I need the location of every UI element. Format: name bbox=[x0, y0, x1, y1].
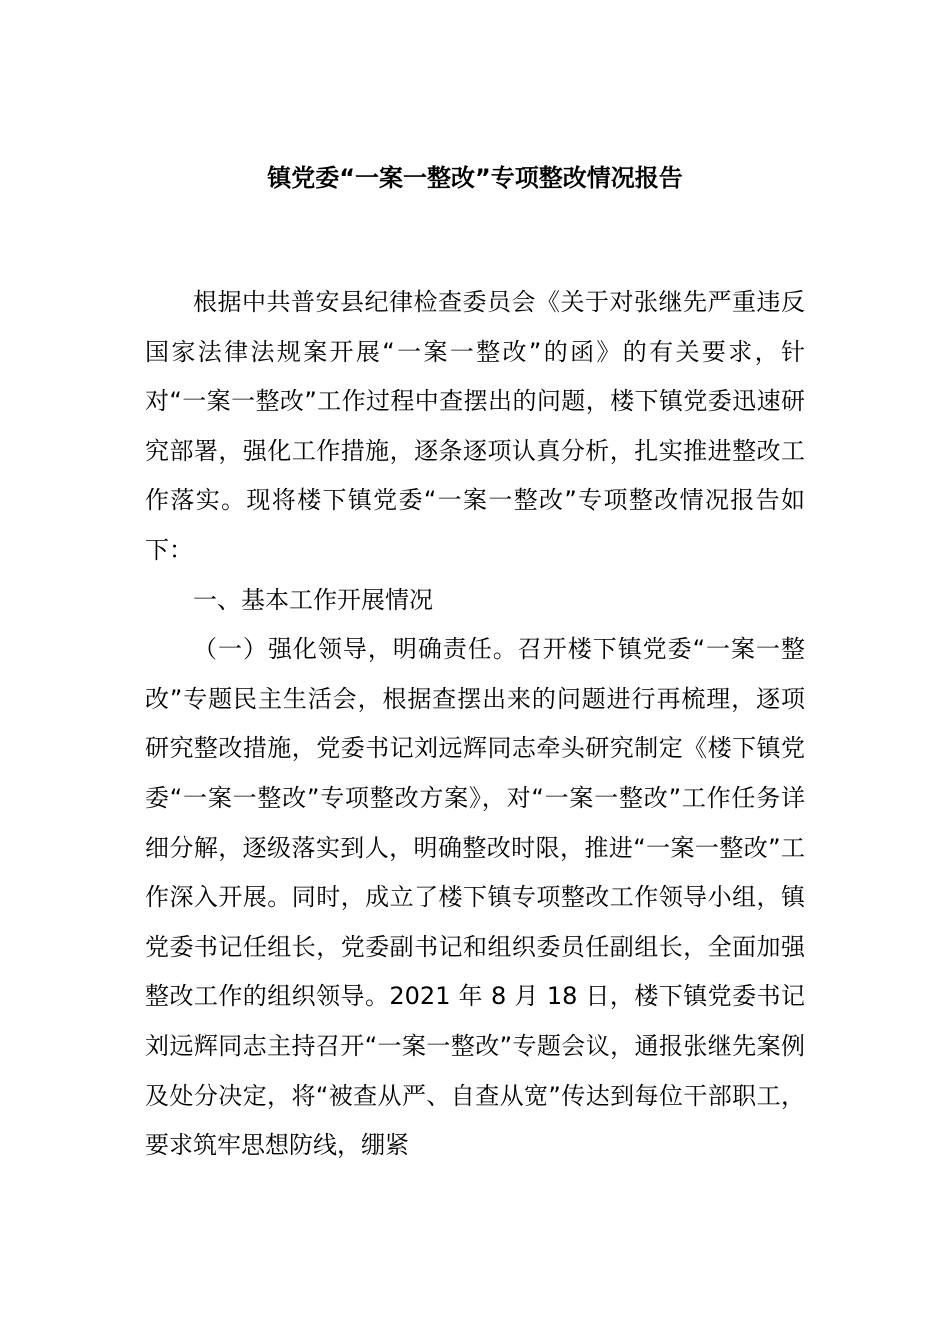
intro-paragraph: 根据中共普安县纪律检查委员会《关于对张继先严重违反国家法律法规案开展“一案一整改”的函》的有关要求，针对“一案一整改”工作过程中查摆出的问题，楼下镇党委迅速研究部署，强化工作措施，逐条逐项认真分析，扎实推进整改工作落实。现将楼下镇党委“一案一整改”专项整改情况报告如下： bbox=[145, 288, 805, 564]
section-heading: 一、基本工作开展情况 bbox=[193, 585, 433, 614]
document-body bbox=[145, 278, 805, 1171]
subsection-paragraph: （一）强化领导，明确责任。召开楼下镇党委“一案一整改”专题民主生活会，根据查摆出来的问题进行再梳理，逐项研究整改措施，党委书记刘远辉同志牵头研究制定《楼下镇党委“一案一整改”专项整改方案》，对“一案一整改”工作任务详细分解，逐级落实到人，明确整改时限，推进“一案一整改”工作深入开展。同时，成立了楼下镇专项整改工作领导小组，镇党委书记任组长，党委副书记和组织委员任副组长，全面加强整改工作的组织领导。2021 年 8 月 18 日，楼下镇党委书记刘远辉同志主持召开“一案一整改”专题会议，通报张继先案例及处分决定，将“被查从严、自查从宽”传达到每位干部职工，要求筑牢思想防线，绷紧 bbox=[145, 635, 805, 1160]
document-title: 镇党委“一案一整改”专项整改情况报告 bbox=[267, 164, 683, 192]
